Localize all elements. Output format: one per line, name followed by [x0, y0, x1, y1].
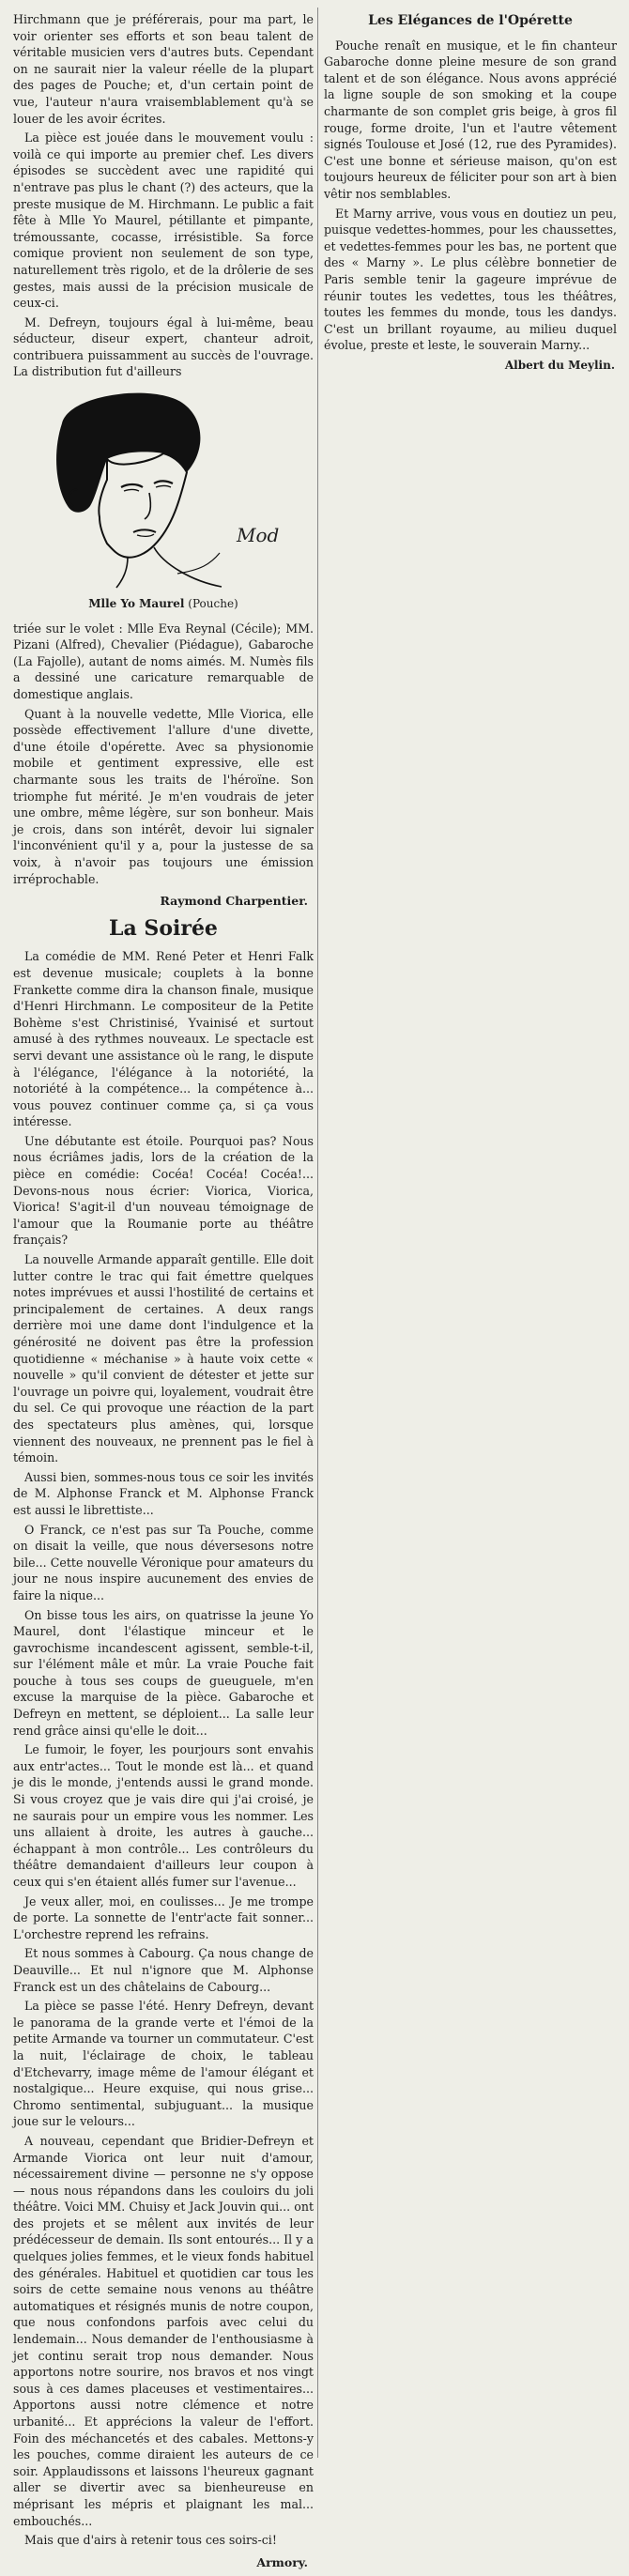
review-signature: Raymond Charpentier.	[160, 894, 308, 909]
review-paragraph: La pièce est jouée dans le mouvement voulu : voilà ce qui importe au premier chef. Les divers épisodes se succèdent avec une rapidité qui n'entrave pas plus le chant (?) des acteurs, que la preste musique de M. Hirchmann. Le public a fait fête à Mlle Yo Maurel, pétillante et pimpante, trémoussante, cocasse, irrésistible. Sa force comique provient non seulement de son type, naturellement très rigolo, et de la drôlerie de ses gestes, mais aussi de la précision musicale de ceux-ci.	[13, 130, 314, 311]
soiree-paragraph: Le fumoir, le foyer, les pourjours sont envahis aux entr'actes... Tout le monde est là... et quand je dis le monde, j'entends aussi le grand monde. Si vous croyez que je vais dire qui j'ai croisé, je ne saurais pour un empire vous les nommer. Les uns allaient à droite, les autres à gauche... échappant à mon contrôle... Les contrôleurs du théâtre demandaient d'ailleurs leur coupon à ceux qui s'en étaient allés fumer sur l'avenue...	[13, 1742, 314, 1889]
soiree-paragraph: A nouveau, cependant que Bridier-Defreyn et Armande Viorica ont leur nuit d'amour, nécessairement divine — personne ne s'y oppose — nous nous répandons dans les couloirs du joli théâtre. Voici MM. Chuisy et Jack Jouvin qui... ont des projets et se mêlent aux invités de leur prédécesseur de demain. Ils sont entourés... Il y a quelques jolies femmes, et le vieux fonds habituel des générales. Habituel et quotidien car tous les soirs de cette semaine nous venons au théâtre automatiques et résignés munis de notre coupon, que nous confondons parfois avec celui du lendemain... Nous demander de l'enthousiasme à jet continu serait trop nous demander. Nous apportons notre sourire, nos bravos et nos vingt sous à ces dames placeuses et vestimentaires... Apportons aussi notre clémence et notre urbanité... Et apprécions la valeur de l'effort. Foin des méchancetés et des cabales. Mettons-y les pouches, comme diraient les auteurs de ce soir. Applaudissons et laissons l'heureux gagnant aller se divertir avec sa bienheureuse en méprisant les mépris et plaignant les mal... embouchés...	[13, 2133, 314, 2528]
portrait-illustration	[13, 386, 314, 592]
left-column	[13, 11, 314, 2576]
artist-signature: Mod	[237, 524, 280, 547]
portrait-caption	[13, 596, 314, 613]
soiree-paragraph: Une débutante est étoile. Pourquoi pas? Nous nous écriâmes jadis, lors de la création de la pièce en comédie: Cocéa! Cocéa! Cocéa!... Devons-nous nous écrier: Viorica, Viorica, Viorica! S'agit-il d'un nouveau témoignage de l'amour que la Roumanie porte au théâtre français?	[13, 1133, 314, 1248]
elegance-paragraph: Pouche renaît en musique, et le fin chanteur Gabaroche donne pleine mesure de son grand talent et de son élégance. Nous avons apprécié la ligne souple de son smoking et la coupe charmante de son complet gris beige, à gros fil rouge, forme droite, l'un et l'autre vêtement signés Toulouse et José (12, rue des Pyramides). C'est une bonne et sérieuse maison, qu'on est toujours heureux de féliciter pour son art à bien vêtir nos semblables.	[324, 38, 617, 201]
caption-role: (Pouche)	[188, 597, 238, 611]
right-column	[324, 11, 617, 374]
soiree-paragraph: Je veux aller, moi, en coulisses... Je me trompe de porte. La sonnette de l'entr'acte fait sonner... L'orchestre reprend les refrains.	[13, 1894, 314, 1941]
section-title: La Soirée	[109, 915, 218, 941]
review-paragraph: Hirchmann que je préférerais, pour ma part, le voir orienter ses efforts et son beau talent de véritable musicien vers d'autres buts. Cependant on ne saurait nier la valeur réelle de la plupart des pages de Pouche; et, d'un certain point de vue, l'auteur n'aura vraisemblablement qu'à se louer de les avoir écrites.	[13, 12, 314, 126]
soiree-paragraph: On bisse tous les airs, on quatrisse la jeune Yo Maurel, dont l'élastique minceur et le gavrochisme incandescent agissent, semble-t-il, sur l'élément mâle et mûr. La vraie Pouche fait pouche à tous ses coups de gueuguele, m'en excuse la marquise de la pièce. Gabaroche et Defreyn en mettent, se déploient... La salle leur rend grâce ainsi qu'elle le doit...	[13, 1607, 314, 1738]
review-paragraph: M. Defreyn, toujours égal à lui-même, beau séducteur, diseur expert, chanteur adroit, contribuera puissamment au succès de l'ouvrage. La distribution fut d'ailleurs	[13, 314, 314, 379]
soiree-paragraph: La comédie de MM. René Peter et Henri Falk est devenue musicale; couplets à la bonne Frankette comme dira la chanson finale, musique d'Henri Hirchmann. Le compositeur de la Petite Bohème s'est Christinisé, Yvainisé et surtout amusé à des rythmes nouveaux. Le spectacle est servi devant une assistance où le rang, le dispute à l'élégance, l'élégance à la notoriété, la notoriété à la compétence... la compétence à... vous pouvez continuer comme ça, si ça vous intéresse.	[13, 949, 314, 1129]
soiree-signature: Armory.	[256, 2554, 308, 2569]
elegance-paragraph: Et Marny arrive, vous vous en doutiez un peu, puisque vedettes-hommes, pour les chaussettes, et vedettes-femmes pour les bas, ne portent que des « Marny ». Le plus célèbre bonnetier de Paris semble tenir la gageure imprévue de réunir toutes les vedettes, tous les théâtres, toutes les femmes du monde, tous les dandys. C'est un brillant royaume, au milieu duquel évolue, preste et leste, le souverain Marny...	[324, 206, 617, 353]
soiree-paragraph: La pièce se passe l'été. Henry Defreyn, devant le panorama de la grande verte et l'émoi de la petite Armande va tourner un commutateur. C'est la nuit, l'éclairage de choix, le tableau d'Etchevarry, image même de l'amour élégant et nostalgique... Heure exquise, qui nous grise... Chromo sentimental, subjuguant... la musique joue sur le velours...	[13, 1999, 314, 2129]
article-title: Les Elégances de l'Opérette	[368, 13, 573, 28]
column-divider	[317, 8, 318, 2458]
portrait-face	[99, 453, 187, 558]
soiree-paragraph: Aussi bien, sommes-nous tous ce soir les invités de M. Alphonse Franck et M. Alphonse Franck est aussi le librettiste...	[13, 1469, 314, 1517]
soiree-paragraph: La nouvelle Armande apparaît gentille. Elle doit lutter contre le trac qui fait émettre quelques notes imprévues et aussi l'hostilité de certains et principalement de certaines. A deux rangs derrière moi une dame dont l'indulgence et la générosité ne doivent pas être la profession quotidienne « méchanise » à haute voix cette « nouvelle » qu'il convient de détester et jette sur l'ouvrage un poivre qui, loyalement, voudrait être du sel. Ce qui provoque une réaction de la part des spectateurs plus amènes, qui, lorsque viennent des nouveaux, ne prennent pas le fiel à témoin.	[13, 1252, 314, 1465]
soiree-paragraph: Et nous sommes à Cabourg. Ça nous change de Deauville... Et nul n'ignore que M. Alphonse Franck est un des châtelains de Cabourg...	[13, 1946, 314, 1994]
review-paragraph: triée sur le volet : Mlle Eva Reynal (Cécile); MM. Pizani (Alfred), Chevalier (Piédague), Gabaroche (La Fajolle), autant de noms aimés. M. Numès fils a dessiné une caricature remarquable de domestique anglais.	[13, 621, 314, 702]
article-signature: Albert du Meylin.	[504, 358, 615, 372]
caption-name: Mlle Yo Maurel	[88, 597, 185, 611]
soiree-paragraph: Mais que d'airs à retenir tous ces soirs-ci!	[24, 2533, 277, 2548]
soiree-paragraph: O Franck, ce n'est pas sur Ta Pouche, comme on disait la veille, que nous déversesons notre bile... Cette nouvelle Véronique pour amateurs du jour ne nous inspire aucunement des envies de faire la nique...	[13, 1522, 314, 1602]
review-paragraph: Quant à la nouvelle vedette, Mlle Viorica, elle possède effectivement l'allure d'une divette, d'une étoile d'opérette. Avec sa physionomie mobile et gentiment expressive, elle est charmante sous les traits de l'héroïne. Son triomphe fut mérité. Je m'en voudrais de jeter une ombre, même légère, sur son bonheur. Mais je crois, dans son intérêt, devoir lui signaler l'inconvénient qu'il y a, pour la justesse de sa voix, à n'avoir pas toujours une émission irréprochable.	[13, 706, 314, 886]
